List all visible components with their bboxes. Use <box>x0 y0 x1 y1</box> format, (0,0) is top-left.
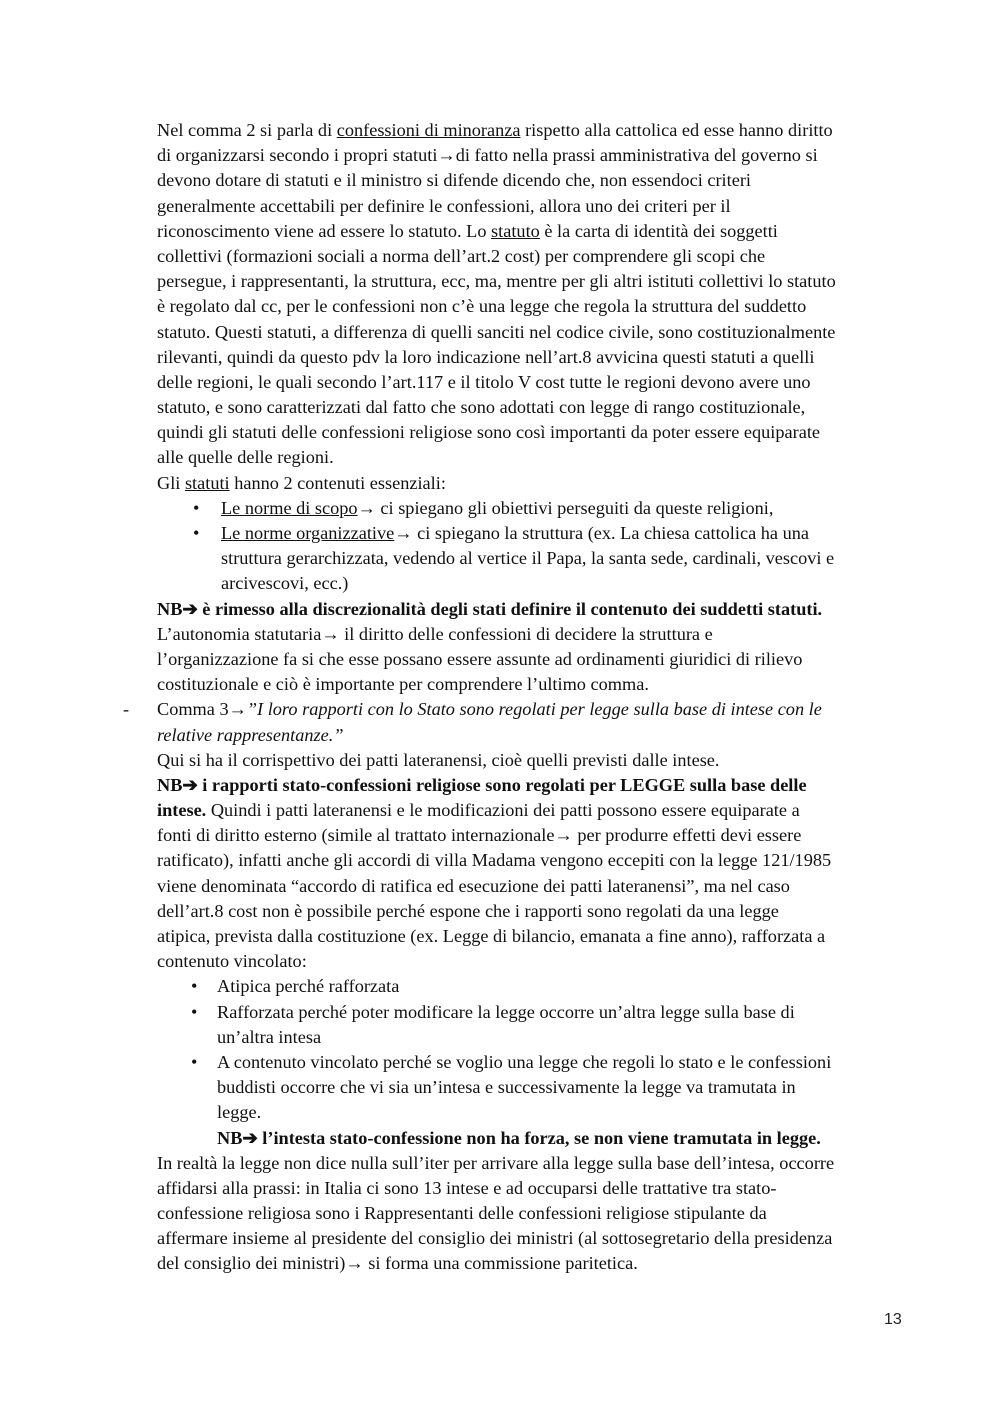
text-line: ratificato), infatti anche gli accordi di villa Madama vengono eccepiti con la legge 121/1985 <box>157 850 832 871</box>
text-span: Comma 3→ <box>157 699 247 720</box>
text-line: In realtà la legge non dice nulla sull’iter per arrivare alla legge sulla base dell’intesa, occorre <box>157 1152 835 1173</box>
text-span: rispetto alla cattolica ed esse hanno diritto <box>520 120 833 140</box>
underlined-term: confessioni di minoranza <box>336 120 521 140</box>
text-line: del consiglio dei ministri)→ si forma una commissione paritetica. <box>157 1253 638 1274</box>
text-span: → ci spiegano gli obiettivi perseguiti da queste religioni, <box>357 497 774 518</box>
text-line: statuto. Questi statuti, a differenza di quelli sanciti nel codice civile, sono costituzionalmente <box>157 321 836 342</box>
bullet-icon: • <box>191 976 198 997</box>
underlined-term: Le norme organizzative <box>221 523 395 543</box>
list-item <box>157 1050 917 1126</box>
text-line: devono dotare di statuti e il ministro si difende dicendo che, non essendoci criteri <box>157 170 751 191</box>
text-line: Atipica perché rafforzata <box>217 976 400 997</box>
text-span: → ci spiegano la struttura (ex. La chiesa cattolica ha una <box>394 523 809 543</box>
text-line: fonti di diritto esterno (simile al trattato internazionale→ per produrre effetti devi essere <box>157 825 802 846</box>
text-line: L’autonomia statutaria→ il diritto delle confessioni di decidere la struttura e <box>157 623 713 644</box>
text-line: confessione religiosa sono i Rappresentanti delle confessioni religiose stipulante da <box>157 1203 767 1224</box>
nb-note: NB➔ l’intesta stato-confessione non ha forza, se non viene tramutata in legge. <box>217 1127 821 1148</box>
paragraph-statuti-intro <box>157 118 917 471</box>
text-line: l’organizzazione fa si che esse possano essere assunte ad ordinamenti giuridici di rilievo <box>157 648 803 669</box>
text-line: persegue, i rappresentanti, la struttura, ecc, ma, mentre per gli altri istituti collettivi lo statuto <box>157 271 836 292</box>
text-span: Quindi i patti lateranensi e le modificazioni dei patti possono essere equiparate a <box>206 800 800 821</box>
bullet-icon: • <box>193 497 200 518</box>
paragraph-statuti-contenuti <box>157 471 917 698</box>
text-line: atipica, prevista dalla costituzione (ex. Legge di bilancio, emanata a fine anno), rafforzata a <box>157 926 826 946</box>
nb-note: intese. <box>157 800 207 821</box>
text-line: di organizzarsi secondo i propri statuti→di fatto nella prassi amministrativa del governo si <box>157 145 818 166</box>
dash-bullet: - <box>123 699 130 720</box>
text-span: Gli <box>157 472 185 493</box>
text-line: struttura gerarchizzata, vedendo al vertice il Papa, la santa sede, cardinali, vescovi e <box>221 548 835 569</box>
page-number: 13 <box>884 1311 902 1328</box>
bullet-icon: • <box>191 1051 198 1072</box>
underlined-term: statuto <box>491 220 540 241</box>
bullet-list <box>157 974 917 1125</box>
text-line: Qui si ha il corrispettivo dei patti lateranensi, cioè quelli previsti dalle intese. <box>157 749 720 770</box>
text-line: delle regioni, le quali secondo l’art.117 e il titolo V cost tutte le regioni devono avere uno <box>157 371 811 392</box>
list-item <box>157 521 917 597</box>
text-line: statuto, e sono caratterizzati dal fatto che sono adottati con legge di rango costituzionale, <box>157 397 806 418</box>
document-body <box>123 118 917 1277</box>
text-line: contenuto vincolato: <box>157 951 307 972</box>
text-line: è regolato dal cc, per le confessioni non c’è una legge che regola la struttura del suddetto <box>157 296 807 317</box>
nb-note: NB➔ i rapporti stato-confessioni religiose sono regolati per LEGGE sulla base delle <box>157 774 807 795</box>
text-line: rilevanti, quindi da questo pdv la loro indicazione nell’art.8 avvicina questi statuti a quelli <box>157 346 815 367</box>
text-line: collettivi (formazioni sociali a norma dell’art.2 cost) per comprendere gli scopi che <box>157 245 766 266</box>
text-line: dell’art.8 cost non è possibile perché espone che i rapporti sono regolati da una legge <box>157 900 779 921</box>
paragraph-comma-3 <box>123 697 917 1150</box>
text-span: è la carta di identità dei soggetti <box>539 220 778 241</box>
bullet-list <box>157 496 917 597</box>
quoted-text: relative rappresentanze.” <box>157 724 344 745</box>
text-line: A contenuto vincolato perché se voglio una legge che regoli lo stato e le confessioni <box>217 1051 832 1072</box>
text-line: affidarsi alla prassi: in Italia ci sono 13 intese e ad occuparsi delle trattative tra stato- <box>157 1177 777 1198</box>
text-line: alle quelle delle regioni. <box>157 447 334 468</box>
list-item <box>157 1000 917 1050</box>
paragraph-iter-intese <box>157 1151 917 1277</box>
text-line: un’altra intesa <box>217 1026 322 1047</box>
text-line: arcivescovi, ecc.) <box>221 573 349 594</box>
text-line: quindi gli statuti delle confessioni religiose sono così importanti da poter essere equiparate <box>157 422 821 443</box>
text-line: Rafforzata perché poter modificare la legge occorre un’altra legge sulla base di <box>217 1001 795 1022</box>
text-span: Nel comma 2 si parla di <box>157 120 337 140</box>
list-item <box>157 496 917 521</box>
text-line: legge. <box>217 1102 262 1123</box>
nb-note: NB➔ è rimesso alla discrezionalità degli stati definire il contenuto dei suddetti statuti. <box>157 598 823 619</box>
text-line: costituzionale e ciò è importante per comprendere l’ultimo comma. <box>157 674 649 695</box>
text-line: viene denominata “accordo di ratifica ed esecuzione dei patti lateranensi”, ma nel caso <box>157 875 790 896</box>
text-line: buddisti occorre che vi sia un’intesa e successivamente la legge va tramutata in <box>217 1077 796 1098</box>
underlined-term: Le norme di scopo <box>221 497 358 518</box>
text-span: riconoscimento viene ad essere lo statuto. Lo <box>157 220 492 241</box>
bullet-icon: • <box>191 1001 198 1022</box>
quoted-text: ”I loro rapporti con lo Stato sono regolati per legge sulla base di intese con le <box>246 699 822 720</box>
list-item <box>157 974 917 999</box>
text-span: hanno 2 contenuti essenziali: <box>229 472 446 493</box>
text-line: generalmente accettabili per definire le confessioni, allora uno dei criteri per il <box>157 195 731 216</box>
bullet-icon: • <box>193 523 200 543</box>
underlined-term: statuti <box>184 472 230 493</box>
text-line: affermare insieme al presidente del consiglio dei ministri (al sottosegretario della presidenza <box>157 1228 833 1249</box>
